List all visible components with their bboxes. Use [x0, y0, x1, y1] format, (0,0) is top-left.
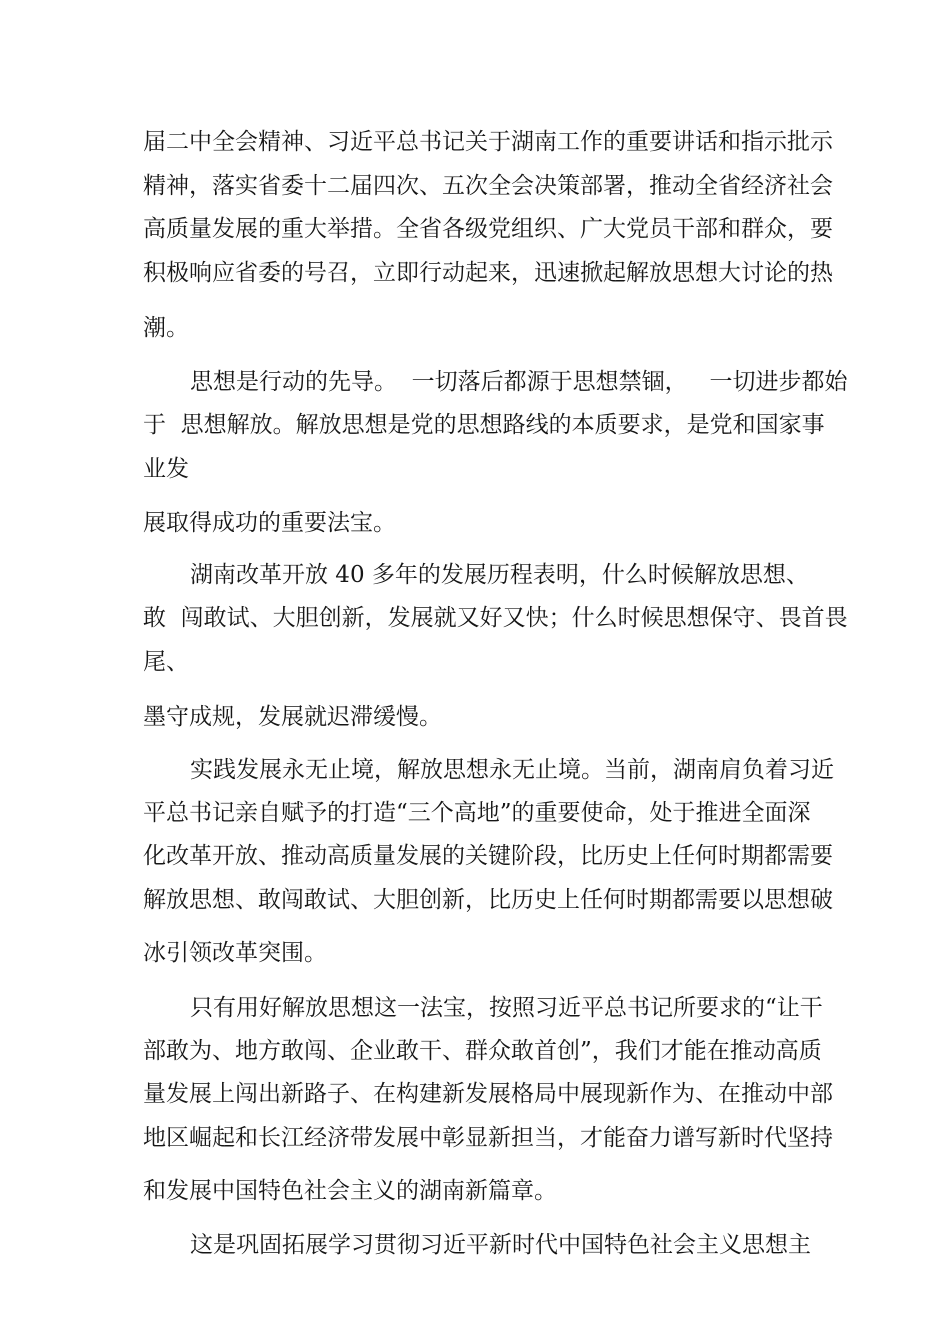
text-line: 高质量发展的重大举措。全省各级党组织、广大党员干部和群众，要	[143, 216, 833, 242]
paragraph-first-line: 这是巩固拓展学习贯彻习近平新时代中国特色社会主义思想主	[190, 1232, 811, 1258]
text-line: 地区崛起和长江经济带发展中彰显新担当，才能奋力谱写新时代坚持	[143, 1125, 833, 1151]
text-line: 届二中全会精神、习近平总书记关于湖南工作的重要讲话和指示批示	[143, 129, 833, 155]
text-line: 潮。	[143, 315, 189, 341]
text-line: 墨守成规，发展就迟滞缓慢。	[143, 704, 442, 730]
paragraph-first-line: 只有用好解放思想这一法宝，按照习近平总书记所要求的“让干	[190, 995, 823, 1021]
text-line: 于 思想解放。解放思想是党的思想路线的本质要求，是党和国家事	[143, 412, 825, 438]
text-line: 冰引领改革突围。	[143, 940, 327, 966]
text-line: 敢 闯敢试、大胆创新，发展就又好又快；什么时候思想保守、畏首畏	[143, 605, 848, 631]
paragraph-first-line: 实践发展永无止境，解放思想永无止境。当前，湖南肩负着习近	[190, 757, 834, 783]
text-line: 量发展上闯出新路子、在构建新发展格局中展现新作为、在推动中部	[143, 1081, 833, 1107]
paragraph-first-line: 湖南改革开放 40 多年的发展历程表明，什么时候解放思想、	[190, 562, 809, 588]
text-line: 精神，落实省委十二届四次、五次全会决策部署，推动全省经济社会	[143, 173, 833, 199]
text-line: 解放思想、敢闯敢试、大胆创新，比历史上任何时期都需要以思想破	[143, 887, 833, 913]
text-line: 化改革开放、推动高质量发展的关键阶段，比历史上任何时期都需要	[143, 843, 833, 869]
text-line: 业发	[143, 456, 189, 482]
text-line: 和发展中国特色社会主义的湖南新篇章。	[143, 1178, 557, 1204]
text-line: 平总书记亲自赋予的打造“三个高地”的重要使命，处于推进全面深	[143, 800, 811, 826]
text-line: 部敢为、地方敢闯、企业敢干、群众敢首创”，我们才能在推动高质	[143, 1038, 822, 1064]
paragraph-first-line: 思想是行动的先导。 一切落后都源于思想禁锢， 一切进步都始	[190, 369, 848, 395]
text-line: 展取得成功的重要法宝。	[143, 510, 396, 536]
text-line: 积极响应省委的号召，立即行动起来，迅速掀起解放思想大讨论的热	[143, 260, 833, 286]
text-line: 尾、	[143, 649, 189, 675]
